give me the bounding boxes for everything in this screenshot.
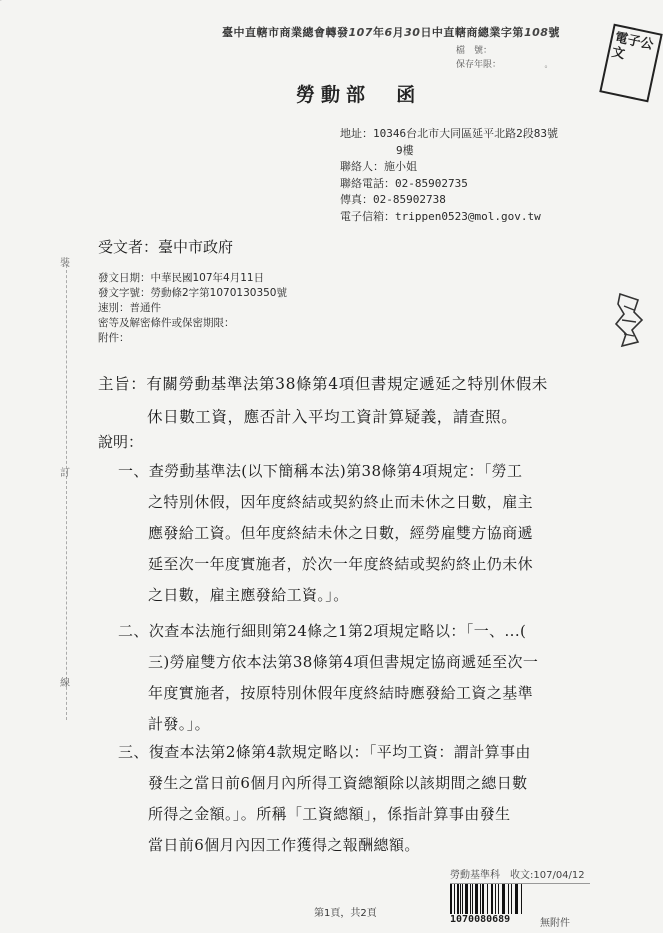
recipient-name: 臺中市政府 [158,238,234,256]
barcode-bar [465,884,468,914]
barcode-bar [450,884,452,914]
barcode-bar [491,884,493,914]
item-line: 計發。」。 [148,715,211,733]
received-day: 30 [404,26,421,39]
subject-label: 主旨： [98,375,147,393]
page-number: 第1頁，共2頁 [314,908,377,919]
document-title [296,80,421,107]
subject [98,368,548,434]
item-line: 年度實施者，按原特別休假年度終結時應發給工資之基準 [148,684,534,702]
speed-label: 速別： [98,302,130,314]
barcode-bar [462,884,463,914]
doc-number-label: 發文字號： [98,287,151,299]
contact-block [340,126,558,225]
phone-value: 02-85902735 [395,176,468,190]
received-number: 108 [523,26,549,39]
item-marker: 二、 [118,622,149,640]
barcode-bar [470,884,471,914]
barcode-bar [482,884,484,914]
binding-mark-3: 線 [60,678,70,689]
address-line1: 10346台北市大同區延平北路2段83號 [373,127,558,140]
paper-crease [0,0,59,1]
issue-date-label: 發文日期： [98,272,151,284]
barcode-bar [487,884,488,914]
explanation-label: 說明： [98,433,144,451]
barcode-bar [515,884,518,914]
address-label: 地址： [340,127,373,140]
email-label: 電子信箱： [340,209,395,223]
barcode-bar [457,884,459,914]
binding-mark-2: 訂 [60,468,70,479]
received-record [450,866,590,884]
received-stamp-text: 臺中直轄市商業總會轉發 [222,26,349,39]
speed-value: 普通件 [129,302,161,314]
item-line: 發生之當日前6個月內所得工資總額除以該期間之總日數 [148,774,528,792]
received-month-suffix: 月 [392,26,405,39]
explanation-item-2 [118,616,538,740]
barcode-bar [480,884,481,914]
barcode-bar [495,884,496,914]
item-line: 查勞動基準法(以下簡稱本法)第38條第4項規定：「勞工 [148,462,523,480]
item-line: 次查本法施行細則第24條之1第2項規定略以：「一、...( [148,622,527,640]
secrecy-label: 密等及解密條件或保密期限： [98,317,235,329]
barcode-bar [472,884,473,914]
barcode-bar [498,884,499,914]
barcode-bar [454,884,455,914]
address-line2: 9樓 [396,143,414,157]
issuing-agency: 勞動部 [296,84,372,106]
received-year: 107 [348,26,373,39]
item-line: 之日數，雇主應發給工資。」。 [148,586,349,604]
item-marker: 一、 [118,462,149,480]
phone-label: 聯絡電話： [340,176,395,190]
received-year-suffix: 年 [372,26,385,39]
item-line: 當日前6個月內因工作獲得之報酬總額。 [148,836,420,854]
received-stamp [222,24,560,40]
item-line: 所得之金額。」。所稱「工資總額」，係指計算事由發生 [148,805,511,823]
file-number-label: 檔 號： [456,46,493,56]
explanation-item-3 [118,737,531,861]
fax-label: 傳真： [340,193,373,206]
barcode-bar [511,884,512,914]
side-seal [614,290,644,350]
archive-info [456,44,553,72]
received-record-text: 勞動基準科 收文:107/04/12 [450,870,585,881]
barcode-number: 1070080689 [450,914,511,925]
barcode-bar [460,884,461,914]
received-month: 6 [384,26,393,39]
binding-mark-1: 裝 [60,258,70,269]
item-line: 之特別休假，因年度終結或契約終止而未休之日數，雇主 [148,493,534,511]
binding-line [66,260,67,720]
item-line: 延至次一年度實施者，於次一年度終結或契約終止仍未休 [148,555,534,573]
recipient [98,236,233,257]
subject-line1: 有關勞動基準法第38條第4項但書規定遞延之特別休假未 [146,375,548,393]
subject-line2: 休日數工資，應否計入平均工資計算疑義，請查照。 [147,408,518,426]
issue-date: 中華民國107年4月11日 [150,272,265,284]
attachment-label: 附件： [98,332,130,344]
item-line: 應發給工資。但年度終結未休之日數，經勞雇雙方協商遞 [148,524,534,542]
electronic-document-stamp: 電子公文 [599,24,662,103]
document-type: 函 [396,84,422,106]
contact-person-label: 聯絡人： [340,160,384,173]
retention-value: 。 [544,60,553,69]
barcode-bar [475,884,478,914]
contact-person: 施小姐 [384,160,417,173]
received-number-suffix: 號 [548,26,560,39]
item-line: 復查本法第2條第4款規定略以：「平均工資：謂計算事由 [148,743,531,761]
barcode [450,884,568,914]
fax-value: 02-85902738 [373,193,446,206]
item-marker: 三、 [118,743,149,761]
document-meta [98,271,287,346]
recipient-label: 受文者： [98,238,159,256]
barcode-bar [508,884,509,914]
explanation-item-1 [118,456,533,611]
retention-label: 保存年限： [456,60,497,70]
barcode-bar [521,884,522,914]
item-line: 三)勞雇雙方依本法第38條第4項但書規定協商遞延至次一 [148,653,539,671]
barcode-bar [502,884,505,914]
doc-number: 勞動條2字第1070130350號 [150,287,287,299]
received-day-suffix: 日中直轄商總業字第 [420,26,524,39]
email-value: trippen0523@mol.gov.tw [395,209,541,223]
no-attachment: 無附件 [540,918,570,929]
